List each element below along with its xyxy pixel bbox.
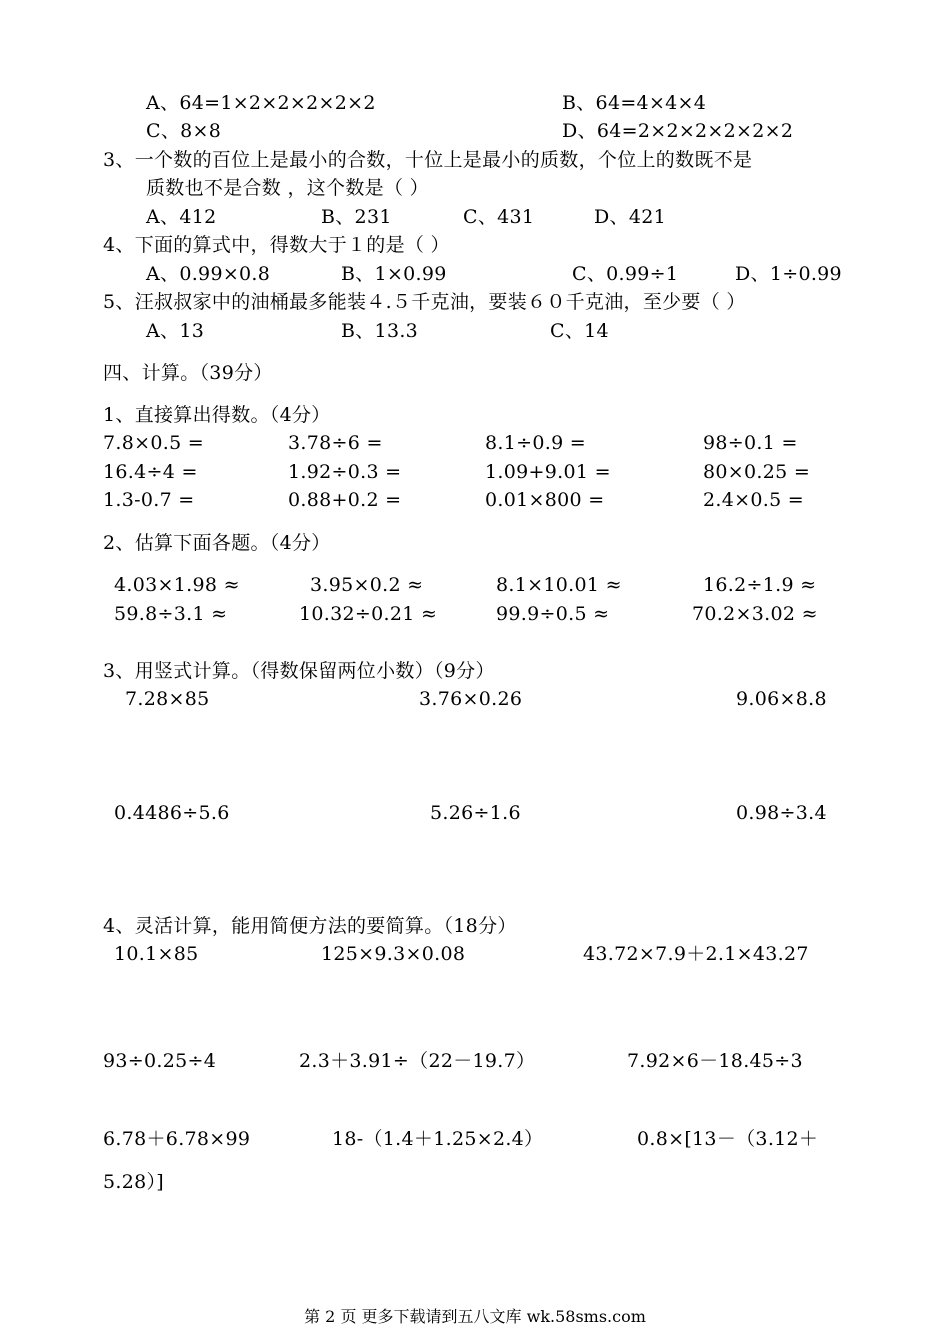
- q4-text: 4、下面的算式中，得数大于１的是（ ）: [103, 234, 450, 256]
- part4-item: 93÷0.25÷4: [103, 1050, 217, 1072]
- q4-option-b: B、1×0.99: [341, 263, 447, 285]
- part4-item: 6.78＋6.78×99: [103, 1128, 251, 1150]
- part1-item: 2.4×0.5 =: [703, 489, 805, 511]
- part1-heading: 1、直接算出得数。（4分）: [103, 404, 331, 426]
- part4-item: 0.8×[13－（3.12＋: [637, 1128, 819, 1150]
- q3-option-c: C、431: [463, 206, 535, 228]
- part2-item: 8.1×10.01 ≈: [496, 574, 622, 596]
- part1-item: 1.09+9.01 =: [485, 461, 611, 483]
- part1-item: 8.1÷0.9 =: [485, 432, 587, 454]
- part2-item: 59.8÷3.1 ≈: [114, 603, 228, 625]
- q5-option-c: C、14: [550, 320, 609, 342]
- q3-text-line1: 3、一个数的百位上是最小的合数，十位上是最小的质数，个位上的数既不是: [103, 149, 753, 171]
- q5-option-a: A、13: [146, 320, 205, 342]
- part2-item: 10.32÷0.21 ≈: [299, 603, 438, 625]
- part3-heading: 3、用竖式计算。（得数保留两位小数）（9分）: [103, 660, 495, 682]
- part1-item: 0.01×800 =: [485, 489, 605, 511]
- q2-option-c: C、8×8: [146, 120, 222, 142]
- part4-item: 125×9.3×0.08: [321, 943, 466, 965]
- part1-item: 98÷0.1 =: [703, 432, 798, 454]
- part3-item: 0.4486÷5.6: [114, 802, 230, 824]
- part1-item: 0.88+0.2 =: [288, 489, 402, 511]
- part3-item: 5.26÷1.6: [430, 802, 521, 824]
- q2-option-a: A、64=1×2×2×2×2×2: [146, 92, 376, 114]
- part3-item: 7.28×85: [125, 688, 210, 710]
- q3-text-line2: 质数也不是合数 ，这个数是（ ）: [146, 177, 429, 199]
- q5-text: 5、汪叔叔家中的油桶最多能装４.５千克油，要装６０千克油，至少要（ ）: [103, 291, 746, 313]
- q3-option-b: B、231: [321, 206, 392, 228]
- part2-item: 3.95×0.2 ≈: [310, 574, 424, 596]
- part4-item: 7.92×6－18.45÷3: [627, 1050, 803, 1072]
- part4-item: 43.72×7.9＋2.1×43.27: [583, 943, 809, 965]
- q4-option-a: A、0.99×0.8: [146, 263, 271, 285]
- part1-item: 80×0.25 =: [703, 461, 811, 483]
- part4-item: 18-（1.4＋1.25×2.4）: [332, 1128, 544, 1150]
- page-footer: 第 2 页 更多下载请到五八文库 wk.58sms.com: [304, 1307, 646, 1326]
- part1-item: 1.3-0.7 =: [103, 489, 195, 511]
- q3-option-a: A、412: [146, 206, 217, 228]
- part3-item: 9.06×8.8: [736, 688, 827, 710]
- part1-item: 7.8×0.5 =: [103, 432, 205, 454]
- part2-item: 70.2×3.02 ≈: [692, 603, 818, 625]
- part2-item: 99.9÷0.5 ≈: [496, 603, 610, 625]
- q5-option-b: B、13.3: [341, 320, 419, 342]
- part2-item: 16.2÷1.9 ≈: [703, 574, 817, 596]
- part1-item: 3.78÷6 =: [288, 432, 383, 454]
- part1-item: 1.92÷0.3 =: [288, 461, 402, 483]
- part3-item: 0.98÷3.4: [736, 802, 827, 824]
- part4-item: 2.3＋3.91÷（22－19.7）: [299, 1050, 536, 1072]
- part2-item: 4.03×1.98 ≈: [114, 574, 240, 596]
- q2-option-d: D、64=2×2×2×2×2×2: [562, 120, 794, 142]
- q3-option-d: D、421: [594, 206, 666, 228]
- part4-heading: 4、灵活计算，能用简便方法的要简算。（18分）: [103, 915, 517, 937]
- part3-item: 3.76×0.26: [419, 688, 523, 710]
- q4-option-d: D、1÷0.99: [735, 263, 842, 285]
- part4-item: 10.1×85: [114, 943, 199, 965]
- part4-item-continuation: 5.28）]: [103, 1171, 165, 1193]
- q2-option-b: B、64=4×4×4: [562, 92, 707, 114]
- section4-heading: 四、计算。（39分）: [103, 362, 273, 384]
- q4-option-c: C、0.99÷1: [572, 263, 679, 285]
- part2-heading: 2、估算下面各题。（4分）: [103, 532, 331, 554]
- part1-item: 16.4÷4 =: [103, 461, 198, 483]
